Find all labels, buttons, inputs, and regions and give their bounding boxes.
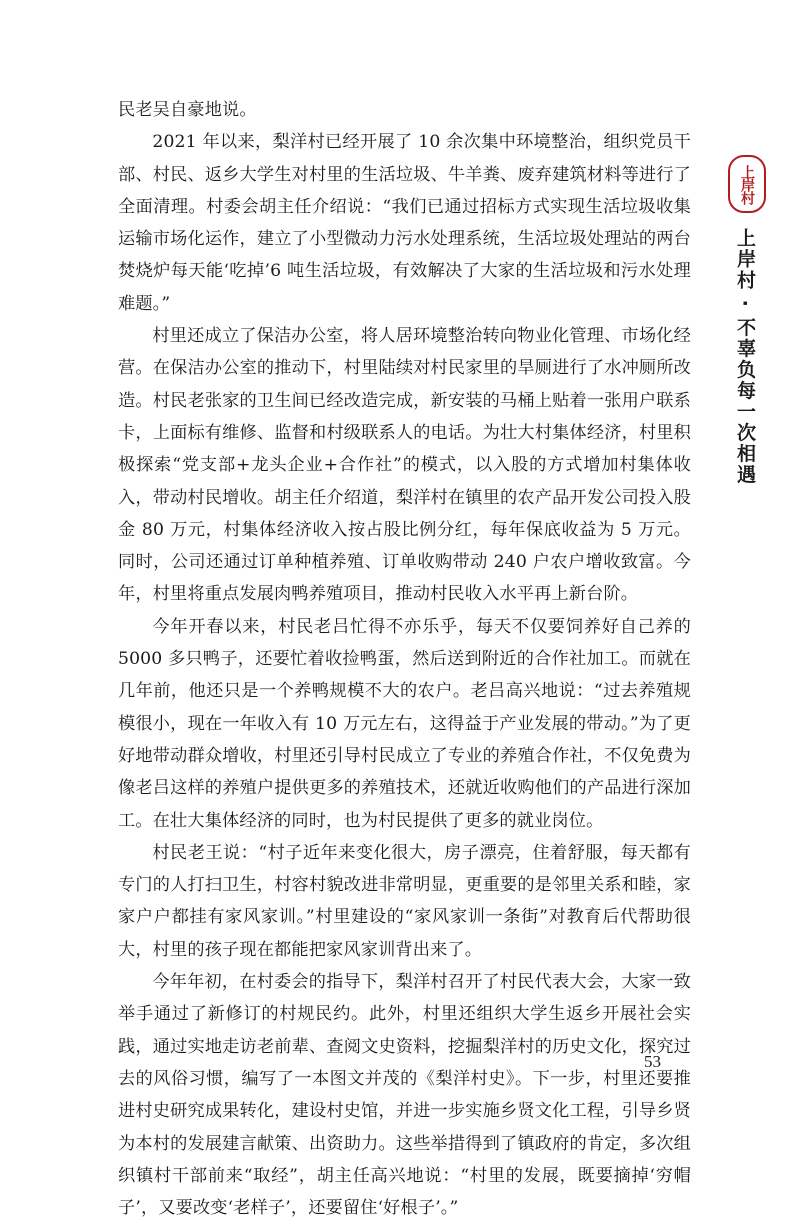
paragraph: 村里还成立了保洁办公室，将人居环境整治转向物业化管理、市场化经营。在保洁办公室的推动下，村里陆续对村民家里的旱厕进行了水冲厕所改造。村民老张家的卫生间已经改造完成，新安装的马桶上贴着一张用户联系卡，上面标有维修、监督和村级联系人的电话。为壮大村集体经济，村里积极探索“党支部+龙头企业+合作社”的模式，以入股的方式增加村集体收入，带动村民增收。胡主任介绍道，梨洋村在镇里的农产品开发公司投入股金 80 万元，村集体经济收入按占股比例分红，每年保底收益为 5 万元。同时，公司还通过订单种植养殖、订单收购带动 240 户农户增收致富。今年，村里将重点发展肉鸭养殖项目，推动村民收入水平再上新台阶。 [118,326,691,605]
paragraph-continued: 民老吴自豪地说。 [118,100,257,120]
page-number: 53 [644,1052,661,1071]
paragraph: 今年开春以来，村民老吕忙得不亦乐乎，每天不仅要饲养好自己养的 5000 多只鸭子，还要忙着收捡鸭蛋，然后送到附近的合作社加工。而就在几年前，他还只是一个养鸭规模不大的农户。老吕高兴地说：“过去养殖规模很小，现在一年收入有 10 万元左右，这得益于产业发展的带动。”为了更好地带动群众增收，村里还引导村民成立了专业的养殖合作社，不仅免费为像老吕这样的养殖户提供更多的养殖技术，还就近收购他们的产品进行深加工。在壮大集体经济的同时，也为村民提供了更多的就业岗位。 [118,616,691,831]
seal-logo [728,155,766,213]
article-body [118,94,691,1224]
running-header-title: 上岸村 · 不辜负每一次相遇 [734,228,756,486]
paragraph: 今年年初，在村委会的指导下，梨洋村召开了村民代表大会，大家一致举手通过了新修订的村规民约。此外，村里还组织大学生返乡开展社会实践，通过实地走访老前辈、查阅文史资料，挖掘梨洋村的历史文化，探究过去的风俗习惯，编写了一本图文并茂的《梨洋村史》。下一步，村里还要推进村史研究成果转化，建设村史馆，并进一步实施乡贤文化工程，引导乡贤为本村的发展建言献策、出资助力。这些举措得到了镇政府的肯定，多次组织镇村干部前来“取经”，胡主任高兴地说：“村里的发展，既要摘掉‘穷帽子’，又要改变‘老样子’，还要留住‘好根子’。” [118,972,691,1219]
seal-text: 上岸村 [739,164,755,204]
paragraph: 村民老王说：“村子近年来变化很大，房子漂亮，住着舒服，每天都有专门的人打扫卫生，村容村貌改进非常明显，更重要的是邻里关系和睦，家家户户都挂有家风家训。”村里建设的“家风家训一条街”对教育后代帮助很大，村里的孩子现在都能把家风家训背出来了。 [118,842,691,960]
paragraph: 2021 年以来，梨洋村已经开展了 10 余次集中环境整治，组织党员干部、村民、返乡大学生对村里的生活垃圾、牛羊粪、废弃建筑材料等进行了全面清理。村委会胡主任介绍说：“我们已通过招标方式实现生活垃圾收集运输市场化运作，建立了小型微动力污水处理系统，生活垃圾处理站的两台焚烧炉每天能‘吃掉’6 吨生活垃圾，有效解决了大家的生活垃圾和污水处理难题。” [118,132,691,314]
